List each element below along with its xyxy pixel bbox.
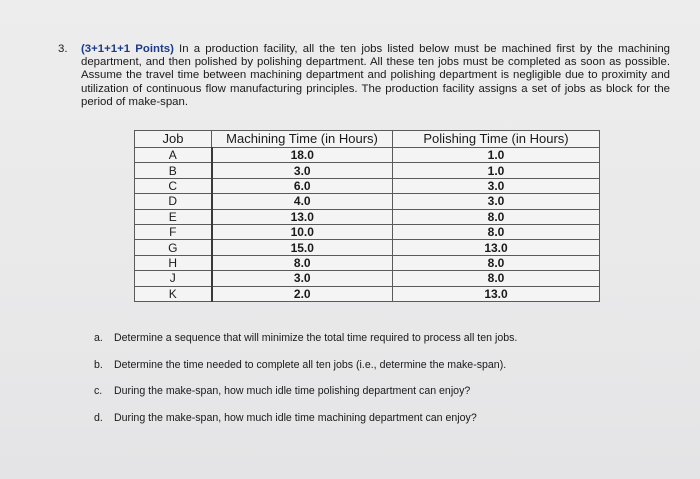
question-text-block — [81, 43, 670, 109]
question-points: (3+1+1+1 Points) — [81, 43, 174, 55]
subquestion-letter: b. — [94, 358, 103, 371]
polishing-cell: 1.0 — [393, 163, 600, 178]
polishing-cell: 13.0 — [393, 286, 600, 301]
polishing-cell: 3.0 — [393, 178, 600, 193]
machining-cell: 4.0 — [212, 194, 393, 209]
table-row — [135, 271, 600, 286]
subquestion-text: During the make-span, how much idle time polishing department can enjoy? — [114, 385, 471, 397]
subquestion-text: During the make-span, how much idle time machining department can enjoy? — [114, 411, 477, 424]
table-row — [135, 163, 600, 178]
table-row — [135, 224, 600, 239]
question-body: In a production facility, all the ten jobs listed below must be machined first by the machining department, and then polished by polishing department. All these ten jobs must be completed as soon as possible. Assume the travel time between machining department and polishing department is negligible due to proximity and utilization of continuous flow manufacturing principles. The production facility assigns a set of jobs as block for the period of make-span. — [81, 43, 671, 108]
machining-cell: 3.0 — [212, 163, 393, 178]
job-cell: H — [135, 255, 212, 270]
job-cell: C — [135, 178, 212, 193]
machining-cell: 2.0 — [212, 286, 393, 301]
machining-cell: 10.0 — [212, 224, 393, 239]
machining-cell: 18.0 — [212, 148, 393, 163]
table-row — [135, 286, 600, 301]
subquestion-list — [94, 332, 654, 438]
polishing-cell: 1.0 — [393, 148, 600, 163]
subquestion-c — [94, 385, 654, 412]
machining-cell: 15.0 — [212, 240, 393, 255]
polishing-cell: 8.0 — [393, 255, 600, 270]
table-row — [135, 209, 600, 224]
job-cell: E — [135, 209, 212, 224]
job-cell: D — [135, 194, 212, 209]
subquestion-letter: d. — [94, 411, 103, 424]
subquestion-letter: c. — [94, 385, 103, 397]
table-row — [135, 255, 600, 270]
jobs-table — [134, 130, 600, 302]
question-number: 3. — [58, 43, 68, 55]
job-cell: B — [135, 163, 212, 178]
job-cell: F — [135, 224, 212, 239]
subquestion-text: Determine a sequence that will minimize the total time required to process all ten jobs. — [114, 332, 518, 344]
job-cell: K — [135, 286, 212, 301]
polishing-cell: 8.0 — [393, 209, 600, 224]
subquestion-b — [94, 359, 654, 386]
table-row — [135, 240, 600, 255]
table-row — [135, 148, 600, 163]
job-cell: A — [135, 148, 212, 163]
job-cell: J — [135, 271, 212, 286]
polishing-cell: 3.0 — [393, 194, 600, 209]
polishing-cell: 8.0 — [393, 271, 600, 286]
machining-cell: 8.0 — [212, 255, 393, 270]
polishing-cell: 8.0 — [393, 224, 600, 239]
machining-cell: 6.0 — [212, 178, 393, 193]
table-header-row — [135, 131, 600, 148]
table-row — [135, 194, 600, 209]
question-3 — [58, 43, 670, 109]
subquestion-a — [94, 332, 654, 359]
job-cell: G — [135, 240, 212, 255]
header-polishing-time: Polishing Time (in Hours) — [393, 131, 600, 148]
header-job: Job — [135, 131, 212, 148]
machining-cell: 13.0 — [212, 209, 393, 224]
machining-cell: 3.0 — [212, 271, 393, 286]
subquestion-text: Determine the time needed to complete all ten jobs (i.e., determine the make-span). — [114, 358, 507, 371]
table-row — [135, 178, 600, 193]
subquestion-d — [94, 412, 654, 439]
polishing-cell: 13.0 — [393, 240, 600, 255]
subquestion-letter: a. — [94, 332, 103, 344]
header-machining-time: Machining Time (in Hours) — [212, 131, 393, 148]
